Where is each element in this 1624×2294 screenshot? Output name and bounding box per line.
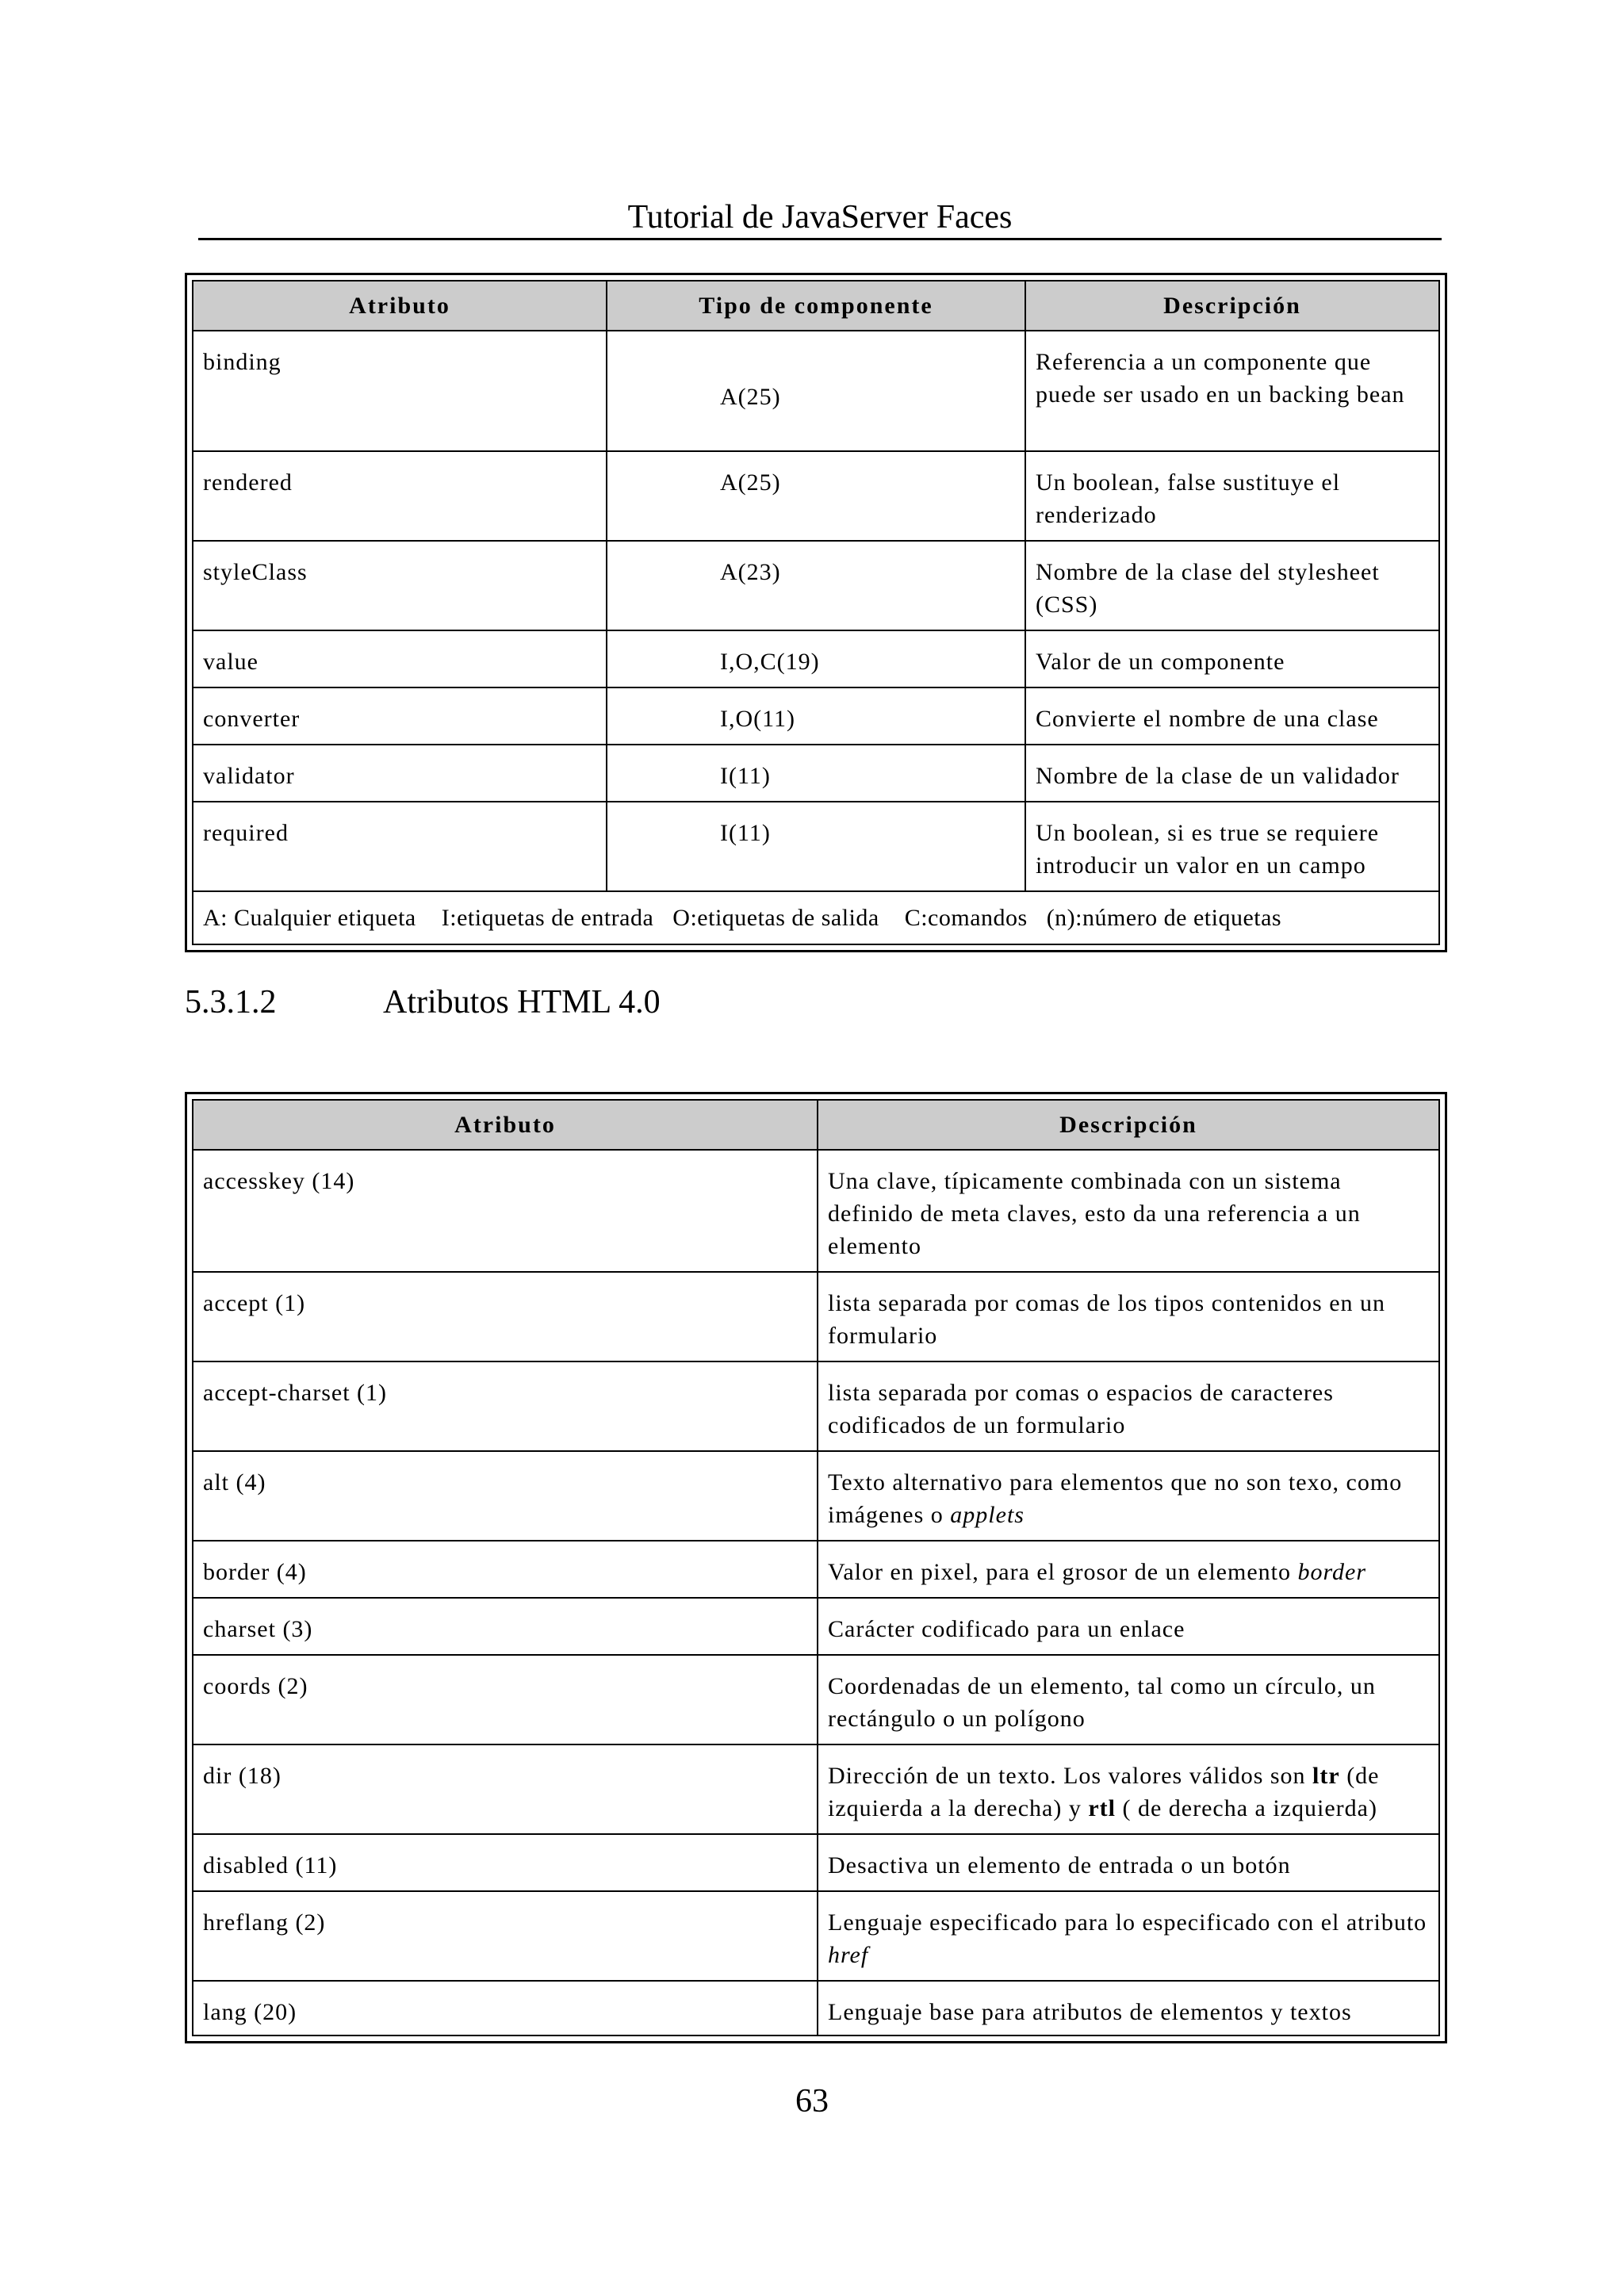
page-header: [198, 197, 1442, 240]
attribute-cell: validator: [193, 745, 607, 802]
attribute-cell: coords (2): [193, 1655, 818, 1744]
table-row: [193, 1451, 1439, 1541]
table-row: [193, 745, 1439, 802]
table-legend: A: Cualquier etiqueta I:etiquetas de entrada O:etiquetas de salida C:comandos (n):número de etiquetas: [193, 891, 1439, 944]
description-text: Dirección de un texto. Los valores válidos son: [828, 1763, 1313, 1789]
description-cell: Un boolean, false sustituye el renderizado: [1025, 451, 1439, 541]
component-type-cell: I,O,C(19): [607, 630, 1025, 687]
component-type-cell: A(23): [607, 541, 1025, 630]
attribute-cell: converter: [193, 687, 607, 745]
section-number: 5.3.1.2: [185, 984, 277, 1021]
attribute-cell: accept (1): [193, 1272, 818, 1361]
html-attributes-grid: [192, 1099, 1440, 2036]
column-header: Descripción: [818, 1100, 1439, 1150]
attribute-cell: value: [193, 630, 607, 687]
table-row: [193, 1655, 1439, 1744]
description-emphasis: href: [828, 1942, 869, 1968]
table-row: [193, 687, 1439, 745]
attribute-cell: alt (4): [193, 1451, 818, 1541]
table-row: [193, 1834, 1439, 1891]
column-header: Atributo: [193, 1100, 818, 1150]
table-legend-row: [193, 891, 1439, 944]
description-cell: [818, 1891, 1439, 1981]
description-text: Texto alternativo para elementos que no son texo, como imágenes o: [828, 1469, 1403, 1528]
description-cell: lista separada por comas de los tipos contenidos en un formulario: [818, 1272, 1439, 1361]
table-row: [193, 1891, 1439, 1981]
table-row: [193, 1981, 1439, 2035]
description-bold: ltr: [1312, 1763, 1340, 1789]
description-cell: Convierte el nombre de una clase: [1025, 687, 1439, 745]
table-row: [193, 451, 1439, 541]
attribute-cell: styleClass: [193, 541, 607, 630]
description-text: ( de derecha a izquierda): [1115, 1795, 1377, 1821]
description-cell: Un boolean, si es true se requiere introducir un valor en un campo: [1025, 802, 1439, 891]
description-cell: [818, 1744, 1439, 1834]
description-bold: rtl: [1088, 1795, 1116, 1821]
component-type-cell: I(11): [607, 745, 1025, 802]
description-cell: Nombre de la clase del stylesheet (CSS): [1025, 541, 1439, 630]
table-row: [193, 1272, 1439, 1361]
column-header: Descripción: [1025, 281, 1439, 331]
attribute-cell: required: [193, 802, 607, 891]
description-cell: Lenguaje base para atributos de elementos y textos: [818, 1981, 1439, 2035]
component-type-cell: I,O(11): [607, 687, 1025, 745]
table-header-row: [193, 281, 1439, 331]
attribute-cell: binding: [193, 331, 607, 451]
attribute-cell: rendered: [193, 451, 607, 541]
attribute-cell: lang (20): [193, 1981, 818, 2035]
section-title: Atributos HTML 4.0: [383, 984, 661, 1021]
description-text: Lenguaje especificado para lo especificado con el atributo: [828, 1909, 1427, 1936]
column-header: Atributo: [193, 281, 607, 331]
table-row: [193, 630, 1439, 687]
column-header: Tipo de componente: [607, 281, 1025, 331]
table-row: [193, 1598, 1439, 1655]
description-cell: Nombre de la clase de un validador: [1025, 745, 1439, 802]
description-emphasis: border: [1297, 1559, 1367, 1585]
attribute-cell: border (4): [193, 1541, 818, 1598]
component-attributes-table: [185, 273, 1447, 952]
attribute-cell: hreflang (2): [193, 1891, 818, 1981]
section-heading: [185, 980, 661, 1024]
component-type-value: A(25): [720, 384, 781, 410]
component-attributes-grid: [192, 280, 1440, 945]
component-type-cell: A(25): [607, 451, 1025, 541]
html-attributes-table: [185, 1092, 1447, 2043]
table-row: [193, 1150, 1439, 1272]
description-text: (de izquierda a la derecha) y: [828, 1763, 1380, 1821]
description-cell: lista separada por comas o espacios de caracteres codificados de un formulario: [818, 1361, 1439, 1451]
description-text: Valor en pixel, para el grosor de un elemento: [828, 1559, 1298, 1585]
description-cell: Referencia a un componente que puede ser usado en un backing bean: [1025, 331, 1439, 451]
table-row: [193, 331, 1439, 451]
table-row: [193, 1744, 1439, 1834]
description-cell: [818, 1451, 1439, 1541]
table-row: [193, 541, 1439, 630]
description-cell: Carácter codificado para un enlace: [818, 1598, 1439, 1655]
description-cell: [818, 1541, 1439, 1598]
description-cell: Desactiva un elemento de entrada o un botón: [818, 1834, 1439, 1891]
attribute-cell: accesskey (14): [193, 1150, 818, 1272]
description-emphasis: applets: [950, 1502, 1025, 1528]
description-cell: Coordenadas de un elemento, tal como un círculo, un rectángulo o un polígono: [818, 1655, 1439, 1744]
table-header-row: [193, 1100, 1439, 1150]
table-row: [193, 1361, 1439, 1451]
description-cell: Valor de un componente: [1025, 630, 1439, 687]
attribute-cell: accept-charset (1): [193, 1361, 818, 1451]
component-type-cell: [607, 331, 1025, 451]
table-row: [193, 802, 1439, 891]
attribute-cell: dir (18): [193, 1744, 818, 1834]
attribute-cell: charset (3): [193, 1598, 818, 1655]
description-cell: Una clave, típicamente combinada con un sistema definido de meta claves, esto da una referencia a un elemento: [818, 1150, 1439, 1272]
table-row: [193, 1541, 1439, 1598]
attribute-cell: disabled (11): [193, 1834, 818, 1891]
component-type-cell: I(11): [607, 802, 1025, 891]
page-header-title: Tutorial de JavaServer Faces: [627, 199, 1013, 236]
page-number: 63: [795, 2083, 829, 2120]
